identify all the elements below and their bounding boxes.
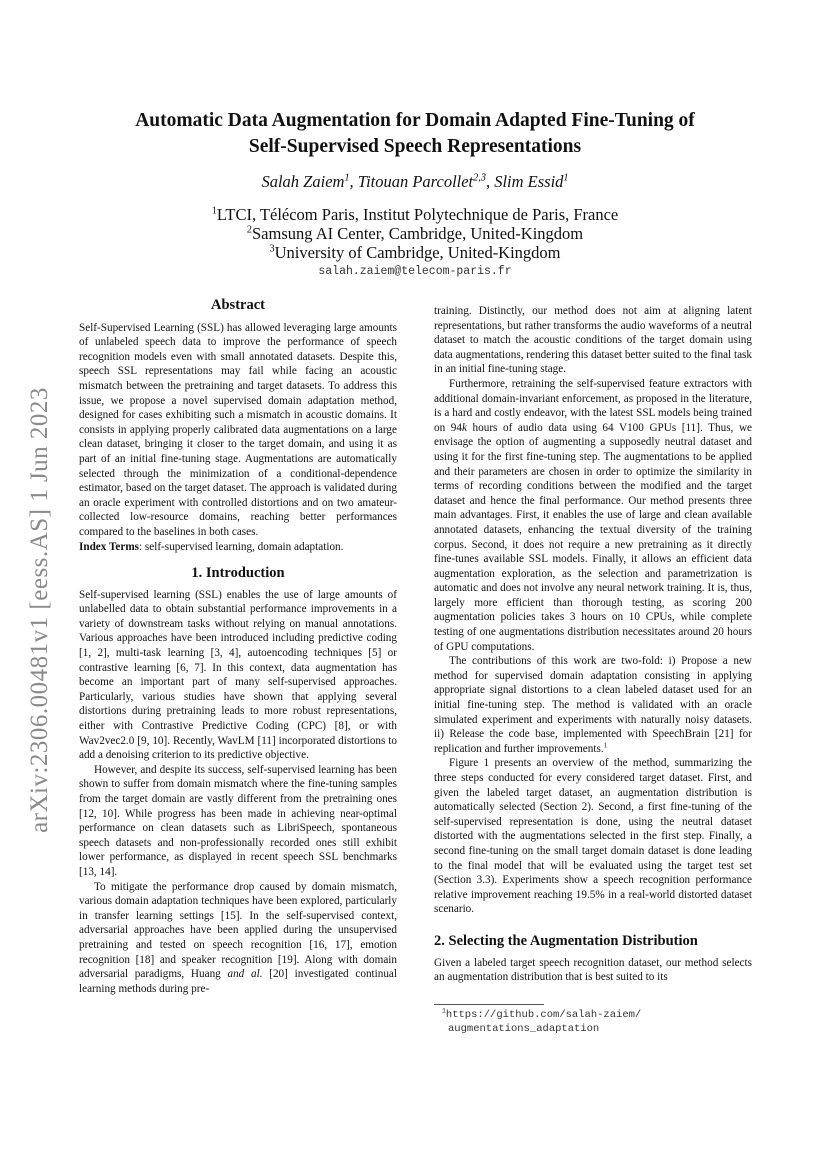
- footnote: [434, 1004, 752, 1036]
- author-3-affil: 1: [563, 172, 569, 184]
- intro-paragraph-1: Self-supervised learning (SSL) enables the use of large amounts of unlabelled data to obtain substantial performance improvements in a variety of downstream tasks without relying on manual annotations. Various approaches have been introduced including predictive coding [1, 2], multi-task learning [3, 4], autoencoding techniques [5] or contrastive learning [6, 7]. In this context, data augmentation has become an important part of many self-supervised approaches. Particularly, various studies have shown that applying several distortions during pretraining leads to more robust representations, either with Contrastive Predictive Coding (CPC) [8], or with Wav2vec2.0 [9, 10]. Recently, WavLM [11] incorporated distortions to add a denoising criterion to its predictive objective.: [79, 588, 397, 762]
- section-1-heading: 1. Introduction: [191, 565, 285, 582]
- arxiv-id: arXiv:2306.00481v1 [eess.AS] 1 Jun 2023: [26, 387, 54, 833]
- affiliation-2: $^2$Samsung AI Center, Cambridge, United-Kingdom: [246, 224, 584, 243]
- author-3: Slim Essid: [494, 172, 564, 191]
- intro-paragraph-7: Figure 1 presents an overview of the method, summarizing the three steps conducted for every considered target dataset. First, and given the labeled target dataset, an augmentation distribution is automatically selected (Section 2). Second, a first fine-tuning of the self-supervised representation is done, using the neutral dataset distorted with the augmentations selected in the first step. Finally, a second fine-tuning on the small target domain dataset is done leading to the final model that will be evaluated using the target test set (Section 3.3). Experiments show a speech recognition performance relative improvement reaching 19.5% in a real-world distorted dataset scenario.: [434, 757, 752, 916]
- title-line-2: Self-Supervised Speech Representations: [248, 136, 582, 157]
- abstract-text: Self-Supervised Learning (SSL) has allowed leveraging large amounts of unlabeled speech data to improve the performance of speech recognition models even with small annotated datasets. Despite this, speech SSL representations may fail while facing an acoustic mismatch between the pretraining and target datasets. To address this issue, we propose a novel supervised domain adaptation method, designed for cases exhibiting such a mismatch in acoustic domains. It consists in applying properly calibrated data augmentations on a large clean dataset, bringing it closer to the target domain, and using it as part of an initial fine-tuning stage. Augmentations are automatically selected through the minimization of a conditional-dependence estimator, based on the target dataset. The approach is validated during an oracle experiment with controlled distortions and on two amateur-collected low-resource domains, reaching better performances compared to the baselines in both cases.: [79, 321, 397, 538]
- intro-paragraph-2: However, and despite its success, self-supervised learning has been shown to suffer from domain mismatch where the fine-tuning samples from the target domain are vastly different from the pretraining ones [12, 10]. While progress has been made in achieving near-optimal performance on clean datasets such as LibriSpeech, spontaneous speech datasets and non-professionally recorded ones still exhibit lower performance, as displayed in recent speech SSL benchmarks [13, 14].: [79, 763, 397, 878]
- intro-paragraph-4: training. Distinctly, our method does not aim at aligning latent representations, but rather transforms the audio waveforms of a neutral dataset to match the acoustic conditions of the target domain using data augmentations, rendering this dataset better suited to the final task in an initial fine-tuning stage.: [434, 305, 752, 376]
- section-2-heading: 2. Selecting the Augmentation Distribution: [434, 932, 698, 949]
- author-1-affil: 1: [344, 172, 350, 184]
- affiliations: [90, 205, 740, 262]
- index-terms-label: Index Terms: [79, 540, 139, 553]
- left-column: [79, 298, 397, 996]
- section-2-paragraph-1: Given a labeled target speech recognition dataset, our method selects an augmentation distribution that is best suited to its: [434, 956, 752, 984]
- contact-email: salah.zaiem@telecom-paris.fr: [318, 265, 512, 278]
- index-terms-text: : self-supervised learning, domain adaptation.: [139, 540, 344, 553]
- author-2: Titouan Parcollet: [357, 172, 474, 191]
- footnote-marker: 1: [603, 741, 608, 750]
- footnote-url[interactable]: $^1$https://github.com/salah-zaiem/ augmentations_adaptation: [442, 1007, 642, 1035]
- author-list: Salah Zaiem$^1$, Titouan Parcollet$^{2,3}$, Slim Essid$^1$: [261, 172, 569, 191]
- index-terms: [79, 540, 397, 555]
- affiliation-3: $^3$University of Cambridge, United-Kingdom: [269, 243, 561, 262]
- abstract-heading: Abstract: [211, 297, 265, 313]
- author-2-affil: 2,3: [473, 172, 486, 184]
- title-line-1: Automatic Data Augmentation for Domain Adapted Fine-Tuning of: [135, 110, 695, 131]
- affiliation-1: $^1$LTCI, Télécom Paris, Institut Polytechnique de Paris, France: [211, 205, 619, 224]
- paper-title: [90, 108, 740, 160]
- footnote-rule: [434, 1004, 544, 1005]
- intro-paragraph-6: The contributions of this work are two-fold: i) Propose a new method for supervised domain adaptation consisting in applying appropriate signal distortions to a clean labeled dataset used for an initial fine-tuning step. The method is validated with an oracle simulated experiment and experiments with naturally noisy datasets. ii) Release the code base, implemented with SpeechBrain [21] for replication and further improvements.$^1$: [434, 655, 752, 755]
- right-column: [434, 304, 752, 985]
- intro-paragraph-3: To mitigate the performance drop caused by domain mismatch, various domain adaptation techniques have been explored, particularly in transfer learning settings [15]. In the self-supervised context, adversarial approaches have been applied during the unsupervised pretraining and tested on speech recognition [16, 17], emotion recognition [18] and speaker recognition [19]. Along with domain adversarial paradigms, Huang and al. [20] investigated continual learning methods during pre-: [79, 880, 398, 995]
- intro-paragraph-5: Furthermore, retraining the self-supervised feature extractors with additional domain-invariant enforcement, as proposed in the literature, is a hard and costly endeavor, with the latest SSL models being trained on 94k hours of audio data using 64 V100 GPUs [11]. Thus, we envisage the option of augmenting a supposedly neutral dataset and using it for the first fine-tuning step. The augmentations to be applied and their parameters are chosen in order to optimize the similarity in terms of recording conditions between the modified and the target dataset and hence the final performance. Our method presents three main advantages. First, it enables the use of large and clean available annotated datasets, enhancing the textual diversity of the training corpus. Second, it does not require a new pretraining as it directly fine-tunes available SSL models. Finally, it allows an efficient data augmentation exploration, as the selection and parametrization is automatic and does not involve any neural network training. It is, thus, largely more efficient than thorough testing, as scoring 200 augmentation policies takes 3 hours on 10 CPUs, while complete testing of one augmentations distribution necessitates around 20 hours of GPU computations.: [434, 377, 752, 653]
- arxiv-stamp: [20, 360, 60, 860]
- author-1: Salah Zaiem: [261, 172, 345, 191]
